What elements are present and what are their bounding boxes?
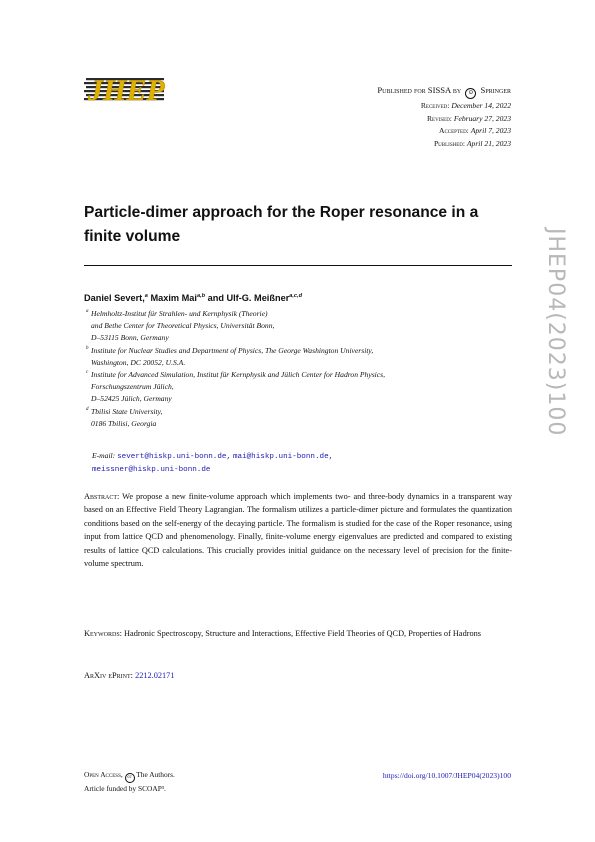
author-name: and Ulf-G. Meißner [207,293,290,304]
arxiv-eprint [84,671,174,680]
affiliation-item: b Institute for Nuclear Studies and Department of Physics, The George Washington University, Washington, DC 20052, U.S.A. [86,345,374,367]
jhep-logo [84,74,168,110]
affiliation-item: c Institute for Advanced Simulation, Institut für Kernphysik and Jülich Center for Hadron Physics, Forschungszentrum Jülich, D–52425 Jülich, Germany [86,370,386,404]
open-access-label: Open Access, [84,770,123,779]
keywords [84,627,512,640]
title-rule [84,265,512,266]
keywords-text: Hadronic Spectroscopy, Structure and Interactions, Effective Field Theories of QCD, Properties of Hadrons [124,629,482,638]
author-affil-mark: a [144,293,148,299]
author-affil-mark: a,b [196,293,206,299]
publisher-name: Springer [480,85,511,95]
email-link[interactable]: mai@hiskp.uni-bonn.de, [232,453,334,461]
email-block [92,450,333,476]
keywords-label: Keywords: [84,629,122,638]
affiliation-item: d Tbilisi State University, 0186 Tbilisi, Georgia [86,406,163,428]
author-list [84,293,302,303]
author-name: Maxim Mai [150,293,197,304]
publication-dates [421,100,511,150]
date-published: Published: April 21, 2023 [433,138,511,148]
affiliation-list [84,308,514,430]
side-identifier [538,228,568,498]
date-received: Received: December 14, 2022 [420,101,511,110]
publisher-line [377,85,511,99]
funding-note: Article funded by SCOAP³. [84,784,166,793]
doi-link[interactable]: https://doi.org/10.1007/JHEP04(2023)100 [382,771,511,780]
email-link[interactable]: meissner@hiskp.uni-bonn.de [92,466,211,475]
abstract-text: We propose a new finite-volume approach which implements two- and three-body dynamics in a transparent way based on an Effective Field Theory Lagrangian. The formalism utilizes a particle-dimer picture and formulates the quantization conditions based on the self-energy of the decaying particle. The formalism is studied for the case of the Roper resonance, using input from lattice QCD and phenomenology. Finally, finite-volume energy eigenvalues are predicted and compared to existing results of lattice QCD calculations. This crucially provides initial guidance on the necessary level of precision for the finite-volume spectrum. [84,492,512,569]
logo-text: JHEP [88,74,165,107]
copyright-holder: The Authors. [136,770,175,779]
abstract-label: Abstract: [84,492,120,501]
springer-icon: ⊙ [465,88,476,99]
side-identifier-text: JHEP04(2023)100 [543,228,568,437]
author-affil-mark: a,c,d [289,293,303,299]
affiliation-item: a Helmholtz-Institut für Strahlen- und Kernphysik (Theorie) and Bethe Center for Theoretical Physics, Universität Bonn, D–53115 Bonn, Germany [86,309,275,343]
email-link[interactable]: severt@hiskp.uni-bonn.de, [117,453,232,461]
author-name: Daniel Severt, [84,293,145,304]
license-note [84,769,175,794]
email-label: E-mail: [92,451,116,460]
abstract [84,490,512,570]
paper-title: Particle-dimer approach for the Roper resonance in a finite volume [84,204,479,245]
arxiv-label: ArXiv ePrint: [84,671,133,680]
published-for-label: Published for SISSA by [377,85,462,95]
creative-commons-icon: cc [125,773,135,783]
date-accepted: Accepted: April 7, 2023 [438,126,511,136]
date-revised: Revised: February 27, 2023 [426,113,511,123]
arxiv-link[interactable]: 2212.02171 [135,671,175,680]
